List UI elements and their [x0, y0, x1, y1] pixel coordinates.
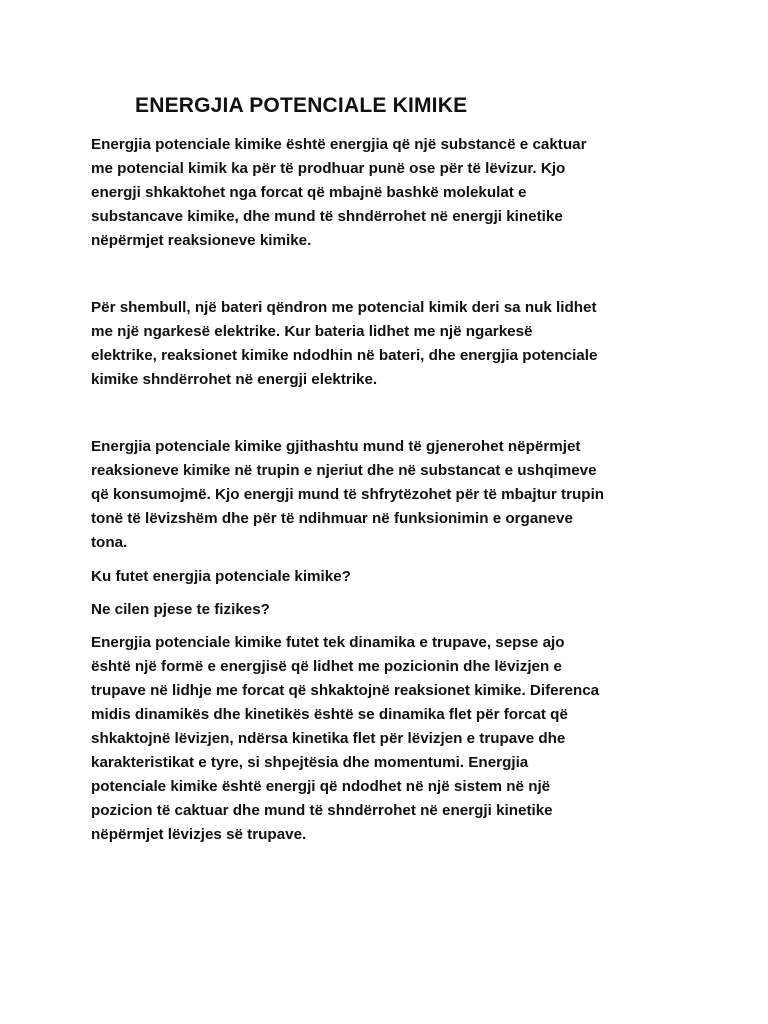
text-line: që konsumojmë. Kjo energji mund të shfrytëzohet për të mbajtur trupin	[91, 486, 605, 503]
text-line: me potencial kimik ka për të prodhuar punë ose për të lëvizur. Kjo	[91, 160, 566, 177]
text-line: elektrike, reaksionet kimike ndodhin në bateri, dhe energjia potenciale	[91, 347, 598, 364]
text-line: potenciale kimike është energji që ndodhet në një sistem në një	[91, 778, 551, 795]
text-line: Ne cilen pjese te fizikes?	[91, 601, 270, 618]
text-line: Energjia potenciale kimike gjithashtu mund të gjenerohet nëpërmjet	[91, 438, 581, 455]
document-title: ENERGJIA POTENCIALE KIMIKE	[135, 94, 468, 117]
text-line: pozicion të caktuar dhe mund të shndërrohet në energji kinetike	[91, 802, 553, 819]
text-line: shkaktojnë lëvizjen, ndërsa kinetika flet për lëvizjen e trupave dhe	[91, 730, 566, 747]
paragraph-definition	[91, 133, 691, 253]
paragraph-battery-example	[91, 296, 691, 392]
text-line: Energjia potenciale kimike është energjia që një substancë e caktuar	[91, 136, 587, 153]
paragraph-answer	[91, 631, 691, 847]
text-line: energji shkaktohet nga forcat që mbajnë bashkë molekulat e	[91, 184, 527, 201]
text-line: nëpërmjet reaksioneve kimike.	[91, 232, 312, 249]
text-line: Për shembull, një bateri qëndron me potencial kimik deri sa nuk lidhet	[91, 299, 597, 316]
text-line: është një formë e energjisë që lidhet me pozicionin dhe lëvizjen e	[91, 658, 562, 675]
text-line: midis dinamikës dhe kinetikës është se dinamika flet për forcat që	[91, 706, 568, 723]
text-line: Ku futet energjia potenciale kimike?	[91, 568, 351, 585]
text-line: trupave në lidhje me forcat që shkaktojnë reaksionet kimike. Diferenca	[91, 682, 600, 699]
text-line: nëpërmjet lëvizjes së trupave.	[91, 826, 307, 843]
text-line: me një ngarkesë elektrike. Kur bateria lidhet me një ngarkesë	[91, 323, 533, 340]
text-line: tonë të lëvizshëm dhe për të ndihmuar në funksionimin e organeve	[91, 510, 573, 527]
text-line: tona.	[91, 534, 128, 551]
text-line: substancave kimike, dhe mund të shndërrohet në energji kinetike	[91, 208, 563, 225]
question-two	[91, 598, 691, 622]
text-line: Energjia potenciale kimike futet tek dinamika e trupave, sepse ajo	[91, 634, 565, 651]
text-line: karakteristikat e tyre, si shpejtësia dhe momentumi. Energjia	[91, 754, 529, 771]
paragraph-human-body	[91, 435, 691, 555]
text-line: reaksioneve kimike në trupin e njeriut dhe në substancat e ushqimeve	[91, 462, 597, 479]
question-one	[91, 565, 691, 589]
text-line: kimike shndërrohet në energji elektrike.	[91, 371, 378, 388]
